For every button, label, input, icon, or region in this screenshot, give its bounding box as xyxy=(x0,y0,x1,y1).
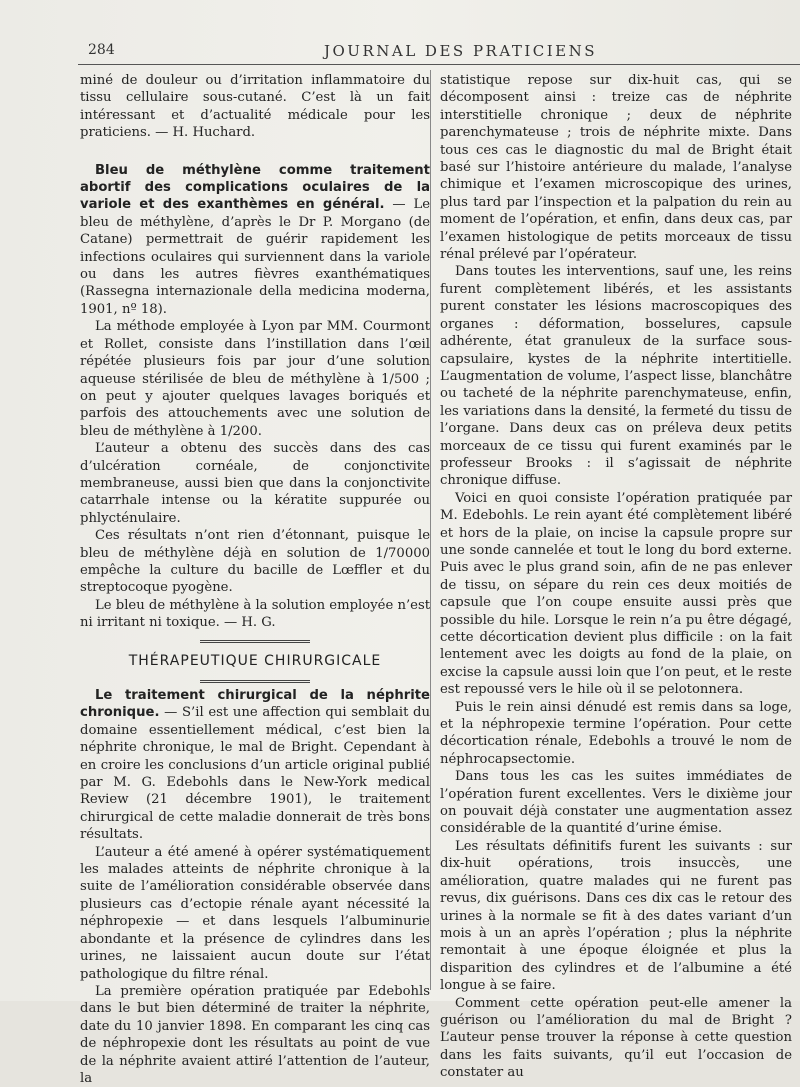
article-nephrite-title: Le traitement chirurgical de la néphrite chronique. xyxy=(80,688,430,721)
right-column xyxy=(440,72,792,1082)
right-paragraph-1: statistique repose sur dix-huit cas, qui se décomposent ainsi : treize cas de néphrite interstitielle chronique ; deux de néphrite parenchymateuse ; trois de néphrite mixte. Dans tous ces cas le diagnostic du mal de Bright était basé sur l’histoire antérieure du malade, l’analyse chimique et l’examen microscopique des urines, plus tard par l’inspection et la palpation du rein au moment de l’opération, et enfin, dans deux cas, par l’examen histologique de petits morceaux de tissu rénal prélevé par l’opérateur. xyxy=(440,73,792,263)
right-paragraph-3: Voici en quoi consiste l’opération pratiquée par M. Edebohls. Le rein ayant été complètement libéré et hors de la plaie, on incise la capsule propre sur une sonde cannelée et tout le long du bord externe. Puis avec le plus grand soin, afin de ne pas enlever de tissu, on sépare du rein ces deux moitiés de capsule que l’on coupe ensuite aussi près que possible du hile. Lorsque le rein n’a pu être dégagé, cette décortication devient plus difficile : on la fait lentement avec les doigts au fond de la plaie, on excise la capsule aussi loin que l’on peut, et le reste est repoussé vers le hile où il se pelotonnera. xyxy=(440,490,792,698)
article-nephrite-text-1: — S’il est une affection qui semblait du domaine essentiellement médical, c’est bien la néphrite chronique, le mal de Bright. Cependant à en croire les conclusions d’un article original publié par M. G. Edebohls dans le New-York medical Review (21 décembre 1901), le traitement chirurgical de cette maladie donnerait de très bons résultats. xyxy=(80,705,430,843)
article-nephrite-lead xyxy=(80,687,430,844)
section-ornament-bottom xyxy=(200,680,310,683)
article-methylene-text-4: Ces résultats n’ont rien d’étonnant, puisque le bleu de méthylène déjà en solution de 1/70000 empêche la culture du bacille de Lœffler et du streptocoque pyogène. xyxy=(80,528,430,596)
continued-paragraph: miné de douleur ou d’irritation inflammatoire du tissu cellulaire sous-cutané. C’est là un fait intéressant et d’actualité médicale pour les praticiens. — H. Huchard. xyxy=(80,73,430,141)
article-methylene-text-2: La méthode employée à Lyon par MM. Courmont et Rollet, consiste dans l’instillation dans l’œil répétée plusieurs fois par jour d’une solution aqueuse stérilisée de bleu de méthylène à 1/500 ; on peut y ajouter quelques lavages boriqués et parfois des attouchements avec une solution de bleu de méthylène à 1/200. xyxy=(80,319,430,439)
section-ornament-top xyxy=(200,640,310,643)
column-divider xyxy=(430,70,431,990)
right-paragraph-5: Dans tous les cas les suites immédiates de l’opération furent excellentes. Vers le dixième jour on pouvait déjà constater une augmentation assez considérable de la quantité d’urine émise. xyxy=(440,769,792,837)
right-paragraph-6: Les résultats définitifs furent les suivants : sur dix-huit opérations, trois insuccès, une amélioration, quatre malades qui ne furent pas revus, dix guérisons. Dans ces dix cas le retour des urines à la normale se fit à des dates variant d’un mois à un an après l’opération ; plus la néphrite remontait à une époque éloignée et plus la disparition des cylindres et de l’albumine a été longue à se faire. xyxy=(440,838,792,994)
left-column xyxy=(80,72,430,1087)
section-heading xyxy=(80,640,430,683)
page-header xyxy=(88,42,790,64)
right-paragraph-2: Dans toutes les interventions, sauf une, les reins furent complètement libérés, et les assistants purent constater les lésions macroscopiques des organes : déformation, bosselures, capsule adhérente, état granuleux de la surface sous-capsulaire, kystes de la néphrite intertitielle. L’augmentation de volume, l’aspect lisse, blanchâtre ou tacheté de la néphrite parenchymateuse, enfin, les variations dans la densité, la fermeté du tissu de l’organe. Dans deux cas on préleva deux petits morceaux de ce tissu qui furent examinés par le professeur Brooks : il s’agissait de néphrite chronique diffuse. xyxy=(440,264,792,489)
article-methylene-text-1: — Le bleu de méthylène, d’après le Dr P. Morgano (de Catane) permettrait de guérir rapidement les infections oculaires qui surviennent dans la variole ou dans les autres fièvres exanthématiques (Rassegna internazionale della medicina moderna, 1901, nº 18). xyxy=(80,197,431,317)
right-paragraph-7: Comment cette opération peut-elle amener la guérison ou l’amélioration du mal de Bright ? L’auteur pense trouver la réponse à cette question dans les faits suivants, qu’il eut l’occasion de constater au xyxy=(440,995,792,1081)
journal-title: JOURNAL DES PRATICIENS xyxy=(324,42,598,60)
article-nephrite-text-3: La première opération pratiquée par Edebohls dans le but bien déterminé de traiter la néphrite, date du 10 janvier 1898. En comparant les cinq cas de néphropexie dont les résultats au point de vue de la néphrite avaient attiré l’attention de l’auteur, la xyxy=(80,983,430,1086)
article-nephrite-text-2: L’auteur a été amené à opérer systématiquement les malades atteints de néphrite chronique à la suite de l’amélioration considérable observée dans plusieurs cas d’ectopie rénale ayant nécessité la néphropexie — et dans lesquels l’albuminurie abondante et la présence de cylindres dans les urines, ne laissaient aucun doute sur l’état pathologique du filtre rénal. xyxy=(80,844,430,982)
article-methylene-lead xyxy=(80,162,430,319)
page-number: 284 xyxy=(88,42,115,58)
article-methylene-text-5: Le bleu de méthylène à la solution employée n’est ni irritant ni toxique. — H. G. xyxy=(80,597,431,631)
right-paragraph-4: Puis le rein ainsi dénudé est remis dans sa loge, et la néphropexie termine l’opération. Pour cette décortication rénale, Edebohls a trouvé le nom de néphrocapsectomie. xyxy=(440,699,792,767)
article-methylene-title: Bleu de méthylène comme traitement abortif des complications oculaires de la variole et des exanthèmes en général. xyxy=(80,162,430,213)
article-methylene-text-3: L’auteur a obtenu des succès dans des cas d’ulcération cornéale, de conjonctivite membraneuse, aussi bien que dans la conjonctivite catarrhale intense ou la kératite suppurée ou phlycténulaire. xyxy=(80,441,430,526)
section-title: THÉRAPEUTIQUE CHIRURGICALE xyxy=(128,652,382,669)
header-rule xyxy=(78,64,800,65)
